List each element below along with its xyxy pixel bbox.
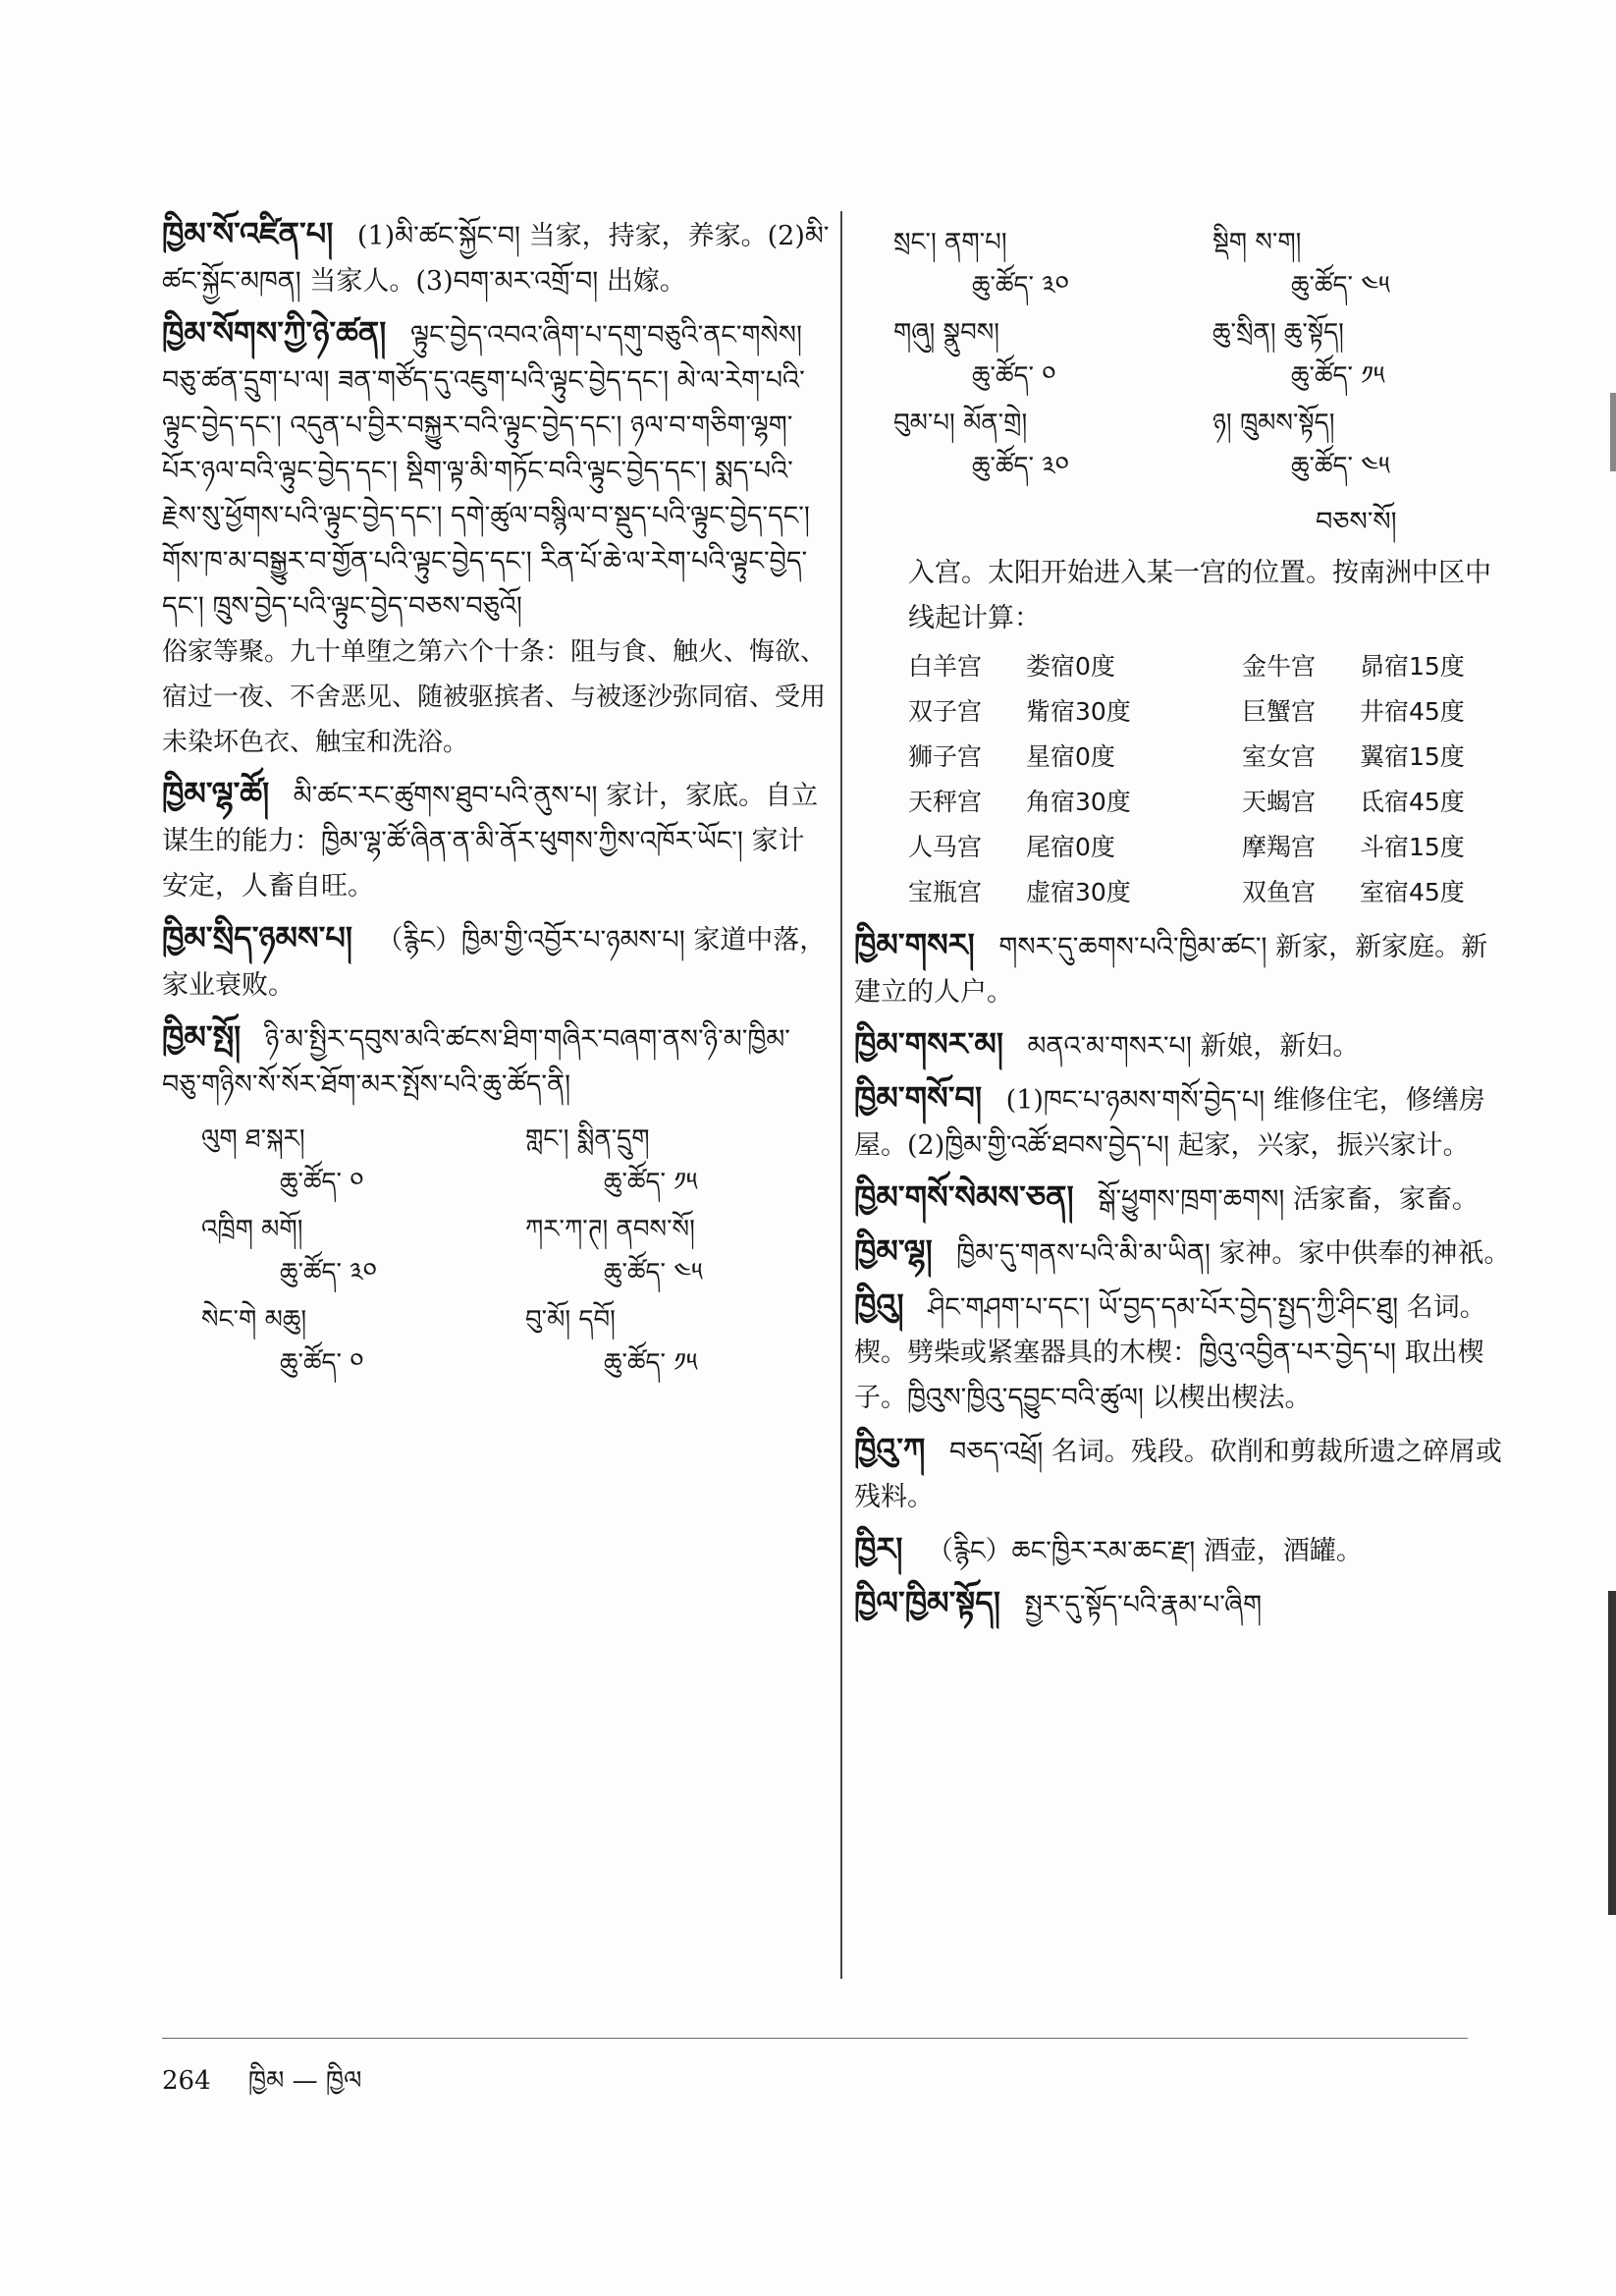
zodiac-tibetan-grid [893,221,1512,488]
entry [854,1526,1512,1574]
zodiac-sign: 巨蟹宫 [1242,697,1317,726]
footer-rule [162,2038,1468,2039]
zodiac-sign: 人马宫 [908,833,983,861]
zodiac-degree: 角宿30度 [1026,788,1131,816]
headword: ཁྱིལ་ཁྱིམ་སྟོད། [854,1584,1000,1621]
definition: ཉི་མ་སྤྱིར་དབུས་མའི་ཚངས་ཐིག་གཞིར་བཞག་ནས་ཉི་མ་ཁྱིམ་བཅུ་གཉིས་སོ་སོར་ཐོག་མར་སྤོས་པའི་ཆུ་ཚོད་ནི། [162,1024,790,1100]
definition: （རྙིང）ཆང་ཁྱིར་རམ་ཆང་རྫ། 酒壶，酒罐。 [927,1536,1363,1566]
zodiac-degree: 虚宿30度 [1026,878,1131,906]
headword: ཁྱིའུ། [854,1286,904,1324]
zodiac-degree: 尾宿0度 [1026,833,1115,861]
zodiac-chinese-table [908,647,1512,912]
zodiac-degree: 昴宿15度 [1360,652,1465,681]
zodiac-sign: 双子宫 [908,697,983,726]
zodiac-cell: བུམ་པ། མོན་གྲེ། ཆུ་ཚོད་ ༣༠ [893,409,1069,481]
column-divider [840,211,842,1979]
zodiac-sign: 天蝎宫 [1242,788,1317,816]
entry [162,771,830,909]
headword: ཁྱིམ་ལྷ། [854,1232,933,1270]
zodiac-sign: 双鱼宫 [1242,878,1317,906]
zodiac-sign: 狮子宫 [908,742,983,771]
entry [854,1580,1512,1628]
entry [854,1427,1512,1520]
entry [854,1175,1512,1223]
zodiac-tibetan-grid [201,1118,830,1385]
entry [162,915,830,1009]
zodiac-cell: འཁྲིག མགོ། ཆུ་ཚོད་ ༣༠ [201,1215,377,1287]
definition: ལྟུང་བྱེད་འབའ་ཞིག་པ་དགུ་བཅུའི་ནང་གསེས། བཅུ་ཚན་དྲུག་པ་ལ། ཟན་གཙོད་དུ་འཇུག་པའི་ལྟུང་བྱེད་དང་། མེ་ལ་རེག་པའི་ལྟུང་བྱེད་དང་། འདུན་པ་བྱིར་བསྐྱུར་བའི་ལྟུང་བྱེད་དང་། ཉལ་བ་གཅིག་ལྷག་པོར་ཉལ་བའི་ལྟུང་བྱེད་དང་། སྡིག་ལྟ་མི་གཏོང་བའི་ལྟུང་བྱེད་དང་། སྨད་པའི་རྗེས་སུ་ཕྱོགས་པའི་ལྟུང་བྱེད་དང་། དགེ་ཚུལ་བསྙིལ་བ་སྡུད་པའི་ལྟུང་བྱེད་དང་། གོས་ཁ་མ་བསྒྱུར་བ་གྱོན་པའི་ལྟུང་བྱེད་དང་། རིན་པོ་ཆེ་ལ་རེག་པའི་ལྟུང་བྱེད་དང་། ཁྲུས་བྱེད་པའི་ལྟུང་བྱེད་བཅས་བཅུའོ། [162,320,810,622]
zodiac-cell: གླང་། སྨིན་དྲུག ཆུ་ཚོད་ ༡༥ [525,1124,698,1197]
zodiac-cell: སྲང་། ནག་པ། ཆུ་ཚོད་ ༣༠ [893,228,1069,301]
zodiac-cell: ཉ། ཁྲུམས་སྟོད། ཆུ་ཚོད་ ༤༥ [1212,409,1390,481]
headword: ཁྱིམ་གསོ་བ། [854,1079,983,1117]
headword: ཁྱིའུ་ཀ [854,1431,926,1468]
definition: ཤིང་གཤག་པ་དང་། ཡོ་བྱད་དམ་པོར་བྱེད་སྤྱད་ཀྱི་ཤིང་ཐུ། 名词。楔。劈柴或紧塞器具的木楔：ཁྱིའུ་འབྱིན་པར་བྱེད་པ། 取出楔子。ཁྱིའུས་ཁྱིའུ་དབྱུང་བའི་ཚུལ། 以楔出楔法。 [854,1292,1486,1413]
definition: (1)ཁང་པ་ཉམས་གསོ་བྱེད་པ། 维修住宅，修缮房屋。(2)ཁྱིམ་གྱི་འཚོ་ཐབས་བྱེད་པ། 起家，兴家，振兴家计。 [854,1085,1485,1161]
page-number: 264 [162,2066,211,2096]
intro-chinese: 入宫。太阳开始进入某一宫的位置。按南洲中区中线起计算： [908,558,1491,633]
zodiac-sign: 白羊宫 [908,652,983,681]
definition: གསར་དུ་ཆགས་པའི་ཁྱིམ་ཚང་། 新家，新家庭。新建立的人户。 [854,932,1488,1008]
left-column [162,211,830,1396]
entry [854,1229,1512,1277]
zodiac-degree: 斗宿15度 [1360,833,1465,861]
headword: ཁྱིམ་སྤོ། [162,1018,242,1056]
right-column [854,211,1512,1634]
zodiac-degree: 星宿0度 [1026,742,1115,771]
zodiac-cell: གཞུ། སྣུབས། ཆུ་ཚོད་ ༠ [893,318,1056,391]
headword-range: ཁྱིམ — ཁྱིལ [247,2066,362,2096]
zodiac-sign: 室女宫 [1242,742,1317,771]
zodiac-cell: སེང་གེ མཆུ། ཆུ་ཚོད་ ༠ [201,1305,364,1378]
definition: སྒོ་ཕྱུགས་ཁྲག་ཆགས། 活家畜，家畜。 [1098,1184,1479,1215]
zodiac-cell: སྡིག ས་ག། ཆུ་ཚོད་ ༤༥ [1212,228,1390,301]
entry [162,211,830,304]
page-edge-mark [1608,1591,1616,1915]
headword: ཁྱིམ་སོགས་ཀྱི་ཉེ་ཚན། [162,314,387,352]
zodiac-sign: 金牛宫 [1242,652,1317,681]
zodiac-degree: 井宿45度 [1360,697,1465,726]
zodiac-degree: 娄宿0度 [1026,652,1115,681]
definition: མནའ་མ་གསར་པ། 新娘，新妇。 [1027,1031,1360,1062]
zodiac-sign: 摩羯宫 [1242,833,1317,861]
entry [854,922,1512,1015]
entry [854,1075,1512,1169]
headword: ཁྱིམ་གསར་མ། [854,1025,1003,1063]
entry [854,1283,1512,1421]
zodiac-sign: 天秤宫 [908,788,983,816]
definition-chinese: 俗家等聚。九十单堕之第六个十条：阻与食、触火、悔欲、宿过一夜、不舍恶见、随被驱摈者、与被逐沙弥同宿、受用未染坏色衣、触宝和洗浴。 [162,637,827,757]
zodiac-degree: 氐宿45度 [1360,788,1465,816]
definition: （རྙིང）ཁྱིམ་གྱི་འབྱོར་པ་ཉམས་པ། 家道中落，家业衰败。 [162,925,827,1001]
headword: ཁྱིམ་ལྷ་ཚོ། [162,775,270,812]
entry [854,1021,1512,1069]
definition: མི་ཚང་རང་ཚུགས་ཐུབ་པའི་ནུས་པ། 家计，家底。自立谋生的能力：ཁྱིམ་ལྷ་ཚོ་ཞིན་ན་མི་ནོར་ཕུགས་ཀྱིས་འཁོར་ཡོང་། 家计安定，人畜自旺。 [162,781,819,902]
zodiac-cell: བུ་མོ། དབོ། ཆུ་ཚོད་ ༡༥ [525,1305,698,1378]
definition: ཁྱིམ་དུ་གནས་པའི་མི་མ་ཡིན། 家神。家中供奉的神祇。 [956,1238,1511,1269]
headword: ཁྱིམ་གསར། [854,926,975,963]
zodiac-degree: 翼宿15度 [1360,742,1465,771]
entry [162,310,830,765]
zodiac-degree: 觜宿30度 [1026,697,1131,726]
zodiac-degree: 室宿45度 [1360,878,1465,906]
headword: ཁྱིམ་སྲིད་ཉམས་པ། [162,919,352,957]
headword: ཁྱིར། [854,1530,903,1567]
definition: སྤྱར་དུ་སྟོད་པའི་རྣམ་པ་ཞིག [1024,1590,1263,1620]
entry [162,1014,830,1108]
definition: བཅད་འཕྲོ། 名词。残段。砍削和剪裁所遗之碎屑或残料。 [854,1437,1502,1512]
definition: (1)མི་ཚང་སྐྱོང་བ། 当家，持家，养家。(2)མི་ཚང་སྐྱོང་མཁན། 当家人。(3)བག་མར་འགྲོ་བ། 出嫁。 [162,221,830,297]
zodiac-cell: ཆུ་སྲིན། ཆུ་སྟོད། ཆུ་ཚོད་ ༡༥ [1212,318,1385,391]
page-edge-mark [1610,393,1616,471]
grid-tail: བཅས་སོ། [1316,507,1397,537]
zodiac-cell: ཀར་ཀ་ཊ། ནབས་སོ། ཆུ་ཚོད་ ༤༥ [525,1215,703,1287]
page-footer [162,2052,361,2124]
zodiac-cell: ལུག ཐ་སྐར། ཆུ་ཚོད་ ༠ [201,1124,364,1197]
zodiac-sign: 宝瓶宫 [908,878,983,906]
headword: ཁྱིམ་སོ་འཛིན་པ། [162,215,334,252]
headword: ཁྱིམ་གསོ་སེམས་ཅན། [854,1178,1074,1216]
